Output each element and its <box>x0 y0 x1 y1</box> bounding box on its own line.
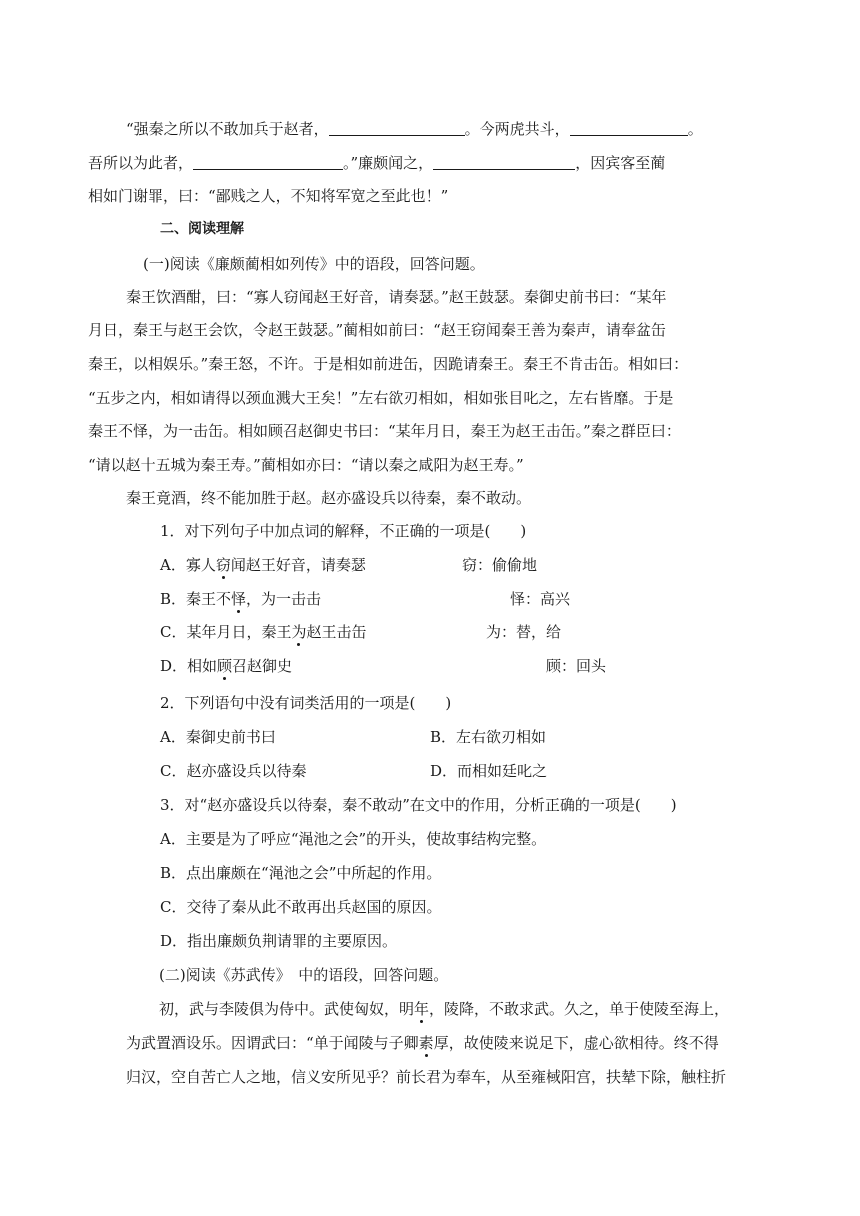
text: A．寡人 <box>160 556 216 574</box>
passage-line: 月日，秦王与赵王会饮，令赵王鼓瑟。”蔺相如前曰：“赵王窃闻秦王善为秦声，请奉盆缶 <box>88 321 666 339</box>
dotted-char: 为 <box>291 623 307 641</box>
dotted-char: 窃 <box>215 556 231 574</box>
q1-option-b[interactable] <box>0 589 860 609</box>
text: ，陵降，不敢求武。久之，单于使陵至海上， <box>429 1000 730 1018</box>
text: 召赵御史 <box>232 657 293 675</box>
dotted-char: 怿 <box>231 590 247 608</box>
part2-intro: (二)阅读《苏武传》 中的语段，回答问题。 <box>159 966 449 984</box>
question-3-stem: 3．对“赵亦盛设兵以待秦，秦不敢动”在文中的作用，分析正确的一项是( ) <box>160 796 677 814</box>
q1-option-d[interactable] <box>0 656 860 676</box>
answer-blank[interactable] <box>433 154 575 170</box>
question-2-stem: 2．下列语句中没有词类活用的一项是( ) <box>160 694 452 712</box>
q3-option-c[interactable]: C．交待了秦从此不敢再出兵赵国的原因。 <box>160 898 442 916</box>
q3-option-a[interactable]: A．主要是为了呼应“渑池之会”的开头，使故事结构完整。 <box>160 830 547 848</box>
text: B．秦王不 <box>160 590 232 608</box>
fill-blank-line-2 <box>0 153 860 173</box>
passage-line: 归汉，空自苦亡人之地，信义安所见乎？前长君为奉车，从至雍棫阳宫，扶辇下除，触柱折 <box>126 1068 727 1086</box>
gloss: 怿：高兴 <box>510 590 571 608</box>
gloss: 顾：回头 <box>546 657 607 675</box>
q2-option-a[interactable]: A．秦御史前书曰 <box>160 728 276 746</box>
text: 闻赵王好音，请奏瑟 <box>230 556 366 574</box>
passage-line <box>0 1033 860 1053</box>
text: 赵王击缶 <box>306 623 367 641</box>
answer-blank[interactable] <box>193 154 343 170</box>
passage-line: 秦王竟酒，终不能加胜于赵。赵亦盛设兵以待秦，秦不敢动。 <box>126 489 532 507</box>
text: 。”廉颇闻之， <box>343 154 434 172</box>
dotted-char: 素 <box>418 1034 434 1052</box>
dotted-char: 顾 <box>217 657 233 675</box>
passage-line: 秦王不怿，为一击缶。相如顾召赵御史书曰：“某年月日，秦王为赵王击缶。”秦之群臣曰： <box>88 422 681 440</box>
text: “强秦之所以不敢加兵于赵者， <box>126 120 329 138</box>
text: ，为一击击 <box>246 590 322 608</box>
passage-line: “五步之内，相如请得以颈血溅大王矣！”左右欲刃相如，相如张目叱之，左右皆靡。于是 <box>88 389 674 407</box>
gloss: 为：替，给 <box>486 623 562 641</box>
passage-line <box>0 999 860 1019</box>
q2-options-row-1 <box>0 727 860 747</box>
q1-option-a[interactable] <box>0 555 860 575</box>
q1-option-c[interactable] <box>0 622 860 642</box>
text: 初，武与李陵俱为侍中。武使匈奴，明 <box>159 1000 415 1018</box>
section-heading: 二、阅读理解 <box>160 221 244 237</box>
q2-option-d[interactable]: D．而相如廷叱之 <box>430 762 548 780</box>
answer-blank[interactable] <box>329 120 465 136</box>
q3-option-d[interactable]: D．指出廉颇负荆请罪的主要原因。 <box>160 932 398 950</box>
q2-option-c[interactable]: C．赵亦盛设兵以待秦 <box>160 762 307 780</box>
passage-line: 秦王，以相娱乐。”秦王怒，不许。于是相如前进缶，因跪请秦王。秦王不肯击缶。相如曰： <box>88 355 689 373</box>
gloss: 窃：偷偷地 <box>462 556 538 574</box>
question-1-stem: 1．对下列句子中加点词的解释，不正确的一项是( ) <box>160 522 527 540</box>
text: 为武置酒设乐。因谓武曰：“单于闻陵与子卿 <box>126 1034 419 1052</box>
text: C．某年月日，秦王 <box>160 623 292 641</box>
q2-option-b[interactable]: B．左右欲刃相如 <box>430 728 547 746</box>
text: 吾所以为此者， <box>88 154 194 172</box>
text: ，因宾客至蔺 <box>575 154 666 172</box>
q2-options-row-2 <box>0 761 860 781</box>
text: D．相如 <box>160 657 218 675</box>
text: 厚，故使陵来说足下，虚心欲相待。终不得 <box>433 1034 719 1052</box>
dotted-char: 年 <box>414 1000 430 1018</box>
q3-option-b[interactable]: B．点出廉颇在“渑池之会”中所起的作用。 <box>160 864 442 882</box>
answer-blank[interactable] <box>570 120 688 136</box>
fill-blank-line-1 <box>0 119 860 139</box>
passage-line: 秦王饮酒酣，曰：“寡人窃闻赵王好音，请奏瑟。”赵王鼓瑟。秦御史前书曰：“某年 <box>126 288 667 306</box>
fill-blank-line-3: 相如门谢罪，曰：“鄙贱之人，不知将军宽之至此也！” <box>88 187 449 205</box>
part1-intro: (一)阅读《廉颇蔺相如列传》中的语段，回答问题。 <box>143 255 485 273</box>
text: 。今两虎共斗， <box>464 120 570 138</box>
passage-line: “请以赵十五城为秦王寿。”蔺相如亦曰：“请以秦之咸阳为赵王寿。” <box>88 456 524 474</box>
text: 。 <box>687 120 703 138</box>
